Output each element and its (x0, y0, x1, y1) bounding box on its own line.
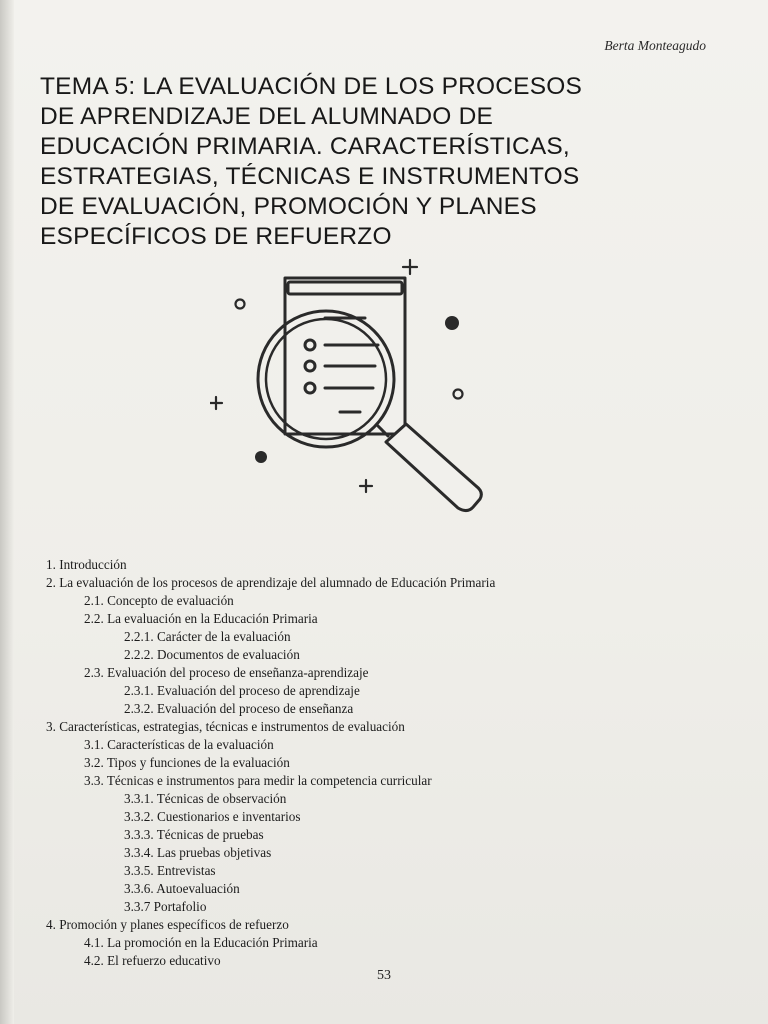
chapter-title-line: EDUCACIÓN PRIMARIA. CARACTERÍSTICAS, (40, 133, 570, 160)
toc-entry: 2.3.1. Evaluación del proceso de aprendizaje (124, 683, 360, 698)
toc-entry: 3.3.2. Cuestionarios e inventarios (124, 809, 301, 824)
toc-entry: 1. Introducción (46, 557, 127, 572)
toc-entry: 4. Promoción y planes específicos de refuerzo (46, 917, 289, 932)
toc-entry: 4.2. El refuerzo educativo (84, 953, 221, 968)
toc-entry: 2.1. Concepto de evaluación (84, 593, 234, 608)
toc-entry: 4.1. La promoción en la Educación Primaria (84, 935, 318, 950)
chapter-title-line: DE EVALUACIÓN, PROMOCIÓN Y PLANES (40, 193, 537, 220)
magnifier-handle (386, 424, 481, 511)
sparkle-plus-icon (360, 480, 372, 492)
page-number: 53 (377, 968, 391, 983)
toc-entry: 2.2. La evaluación en la Educación Primaria (84, 611, 318, 626)
sparkle-plus-icon (403, 260, 417, 274)
chapter-title-line: ESTRATEGIAS, TÉCNICAS E INSTRUMENTOS (40, 163, 580, 190)
chapter-title (40, 72, 690, 252)
toc-entry: 3.2. Tipos y funciones de la evaluación (84, 755, 290, 770)
toc-entry: 2.3. Evaluación del proceso de enseñanza-aprendizaje (84, 665, 369, 680)
toc-entry: 2.2.1. Carácter de la evaluación (124, 629, 291, 644)
chapter-title-line: ESPECÍFICOS DE REFUERZO (40, 223, 392, 250)
magnifier-checklist-icon (210, 256, 510, 521)
sparkle-plus-icon (210, 397, 222, 409)
running-header-author: Berta Monteagudo (604, 38, 706, 53)
sparkle-dot-icon (255, 451, 267, 463)
toc-entry: 2. La evaluación de los procesos de aprendizaje del alumnado de Educación Primaria (46, 575, 496, 590)
toc-entry: 2.3.2. Evaluación del proceso de enseñanza (124, 701, 354, 716)
toc-entry: 3.1. Características de la evaluación (84, 737, 274, 752)
chapter-title-line: DE APRENDIZAJE DEL ALUMNADO DE (40, 103, 494, 130)
toc-entry: 3.3.4. Las pruebas objetivas (124, 845, 272, 860)
page-binding-edge (0, 0, 14, 1024)
sparkle-ring-icon (454, 390, 463, 399)
toc-entry: 3.3.3. Técnicas de pruebas (124, 827, 264, 842)
toc-entry: 3.3.5. Entrevistas (124, 863, 216, 878)
toc-entry: 3.3.1. Técnicas de observación (124, 791, 287, 806)
toc-entry: 3.3.6. Autoevaluación (124, 881, 240, 896)
sparkle-ring-icon (236, 300, 245, 309)
chapter-title-line: TEMA 5: LA EVALUACIÓN DE LOS PROCESOS (40, 73, 583, 100)
toc-entry: 3.3. Técnicas e instrumentos para medir la competencia curricular (84, 773, 432, 788)
toc-entry: 3.3.7 Portafolio (124, 899, 207, 914)
toc-entry: 3. Características, estrategias, técnicas e instrumentos de evaluación (46, 719, 405, 734)
sparkle-dot-icon (445, 316, 459, 330)
toc-entry: 2.2.2. Documentos de evaluación (124, 647, 300, 662)
table-of-contents (46, 556, 696, 970)
